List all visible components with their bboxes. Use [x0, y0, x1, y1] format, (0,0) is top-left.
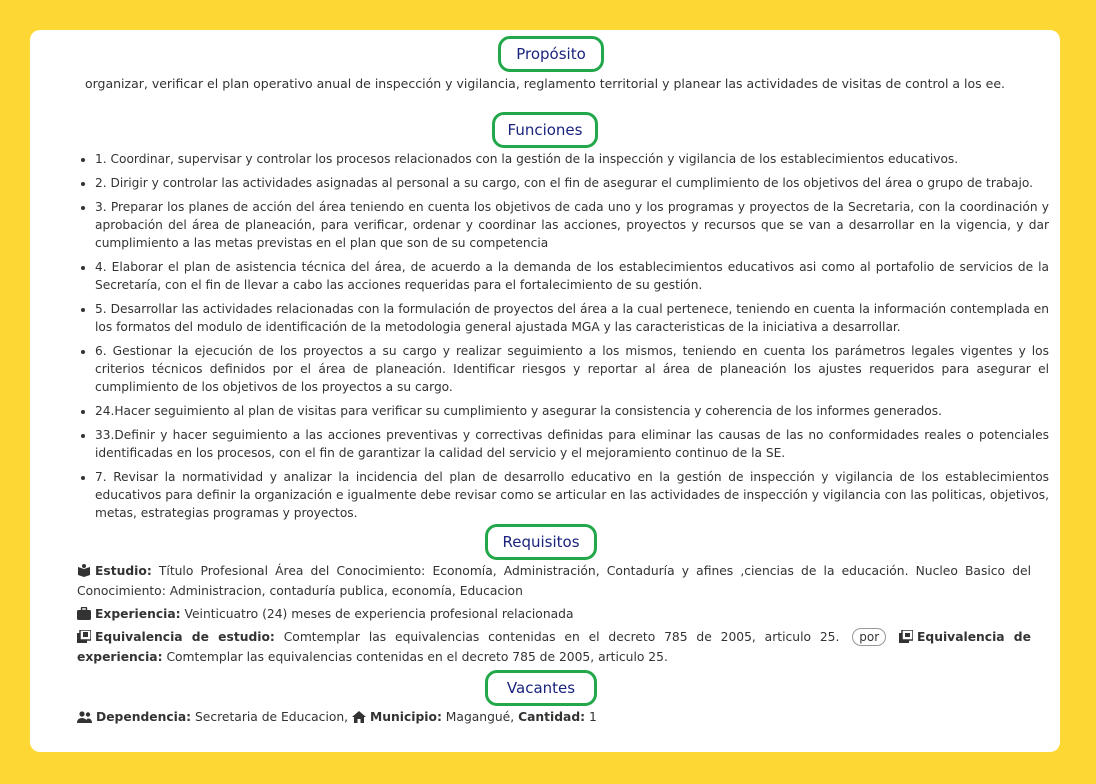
- vacancy-details: [77, 708, 1031, 728]
- study-equivalence-label: Equivalencia de estudio:: [95, 630, 275, 644]
- book-icon: [77, 564, 91, 582]
- experience-requirement: [77, 605, 1031, 625]
- people-icon: [77, 710, 92, 728]
- dependency-label: Dependencia:: [96, 710, 192, 724]
- briefcase-icon: [77, 607, 91, 625]
- function-item: • 1. Coordinar, supervisar y controlar los procesos relacionados con la gestión de la inspección y vigilancia de los establecimientos educativos.: [95, 150, 1049, 168]
- equivalence-requirement: [77, 628, 1031, 666]
- study-value: Título Profesional Área del Conocimiento: Economía, Administración, Contaduría y afines ,ciencias de la educación. Nucleo Basico del Conocimiento: Administracion, contaduría publica, economía, Educacion: [77, 564, 1031, 598]
- requirements-heading: Requisitos: [485, 524, 597, 560]
- function-item: • 33.Definir y hacer seguimiento a las acciones preventivas y correctivas definidas para eliminar las causas de las no conformidades reales o potenciales identificadas en los procesos, con el fin de garantizar la calidad del servicio y el mejoramiento continuo de la SE.: [95, 426, 1049, 462]
- purpose-text: organizar, verificar el plan operativo anual de inspección y vigilancia, reglamento territorial y planear las actividades de visitas de control a los ee.: [84, 76, 1006, 91]
- home-icon: [352, 710, 366, 728]
- dependency-value: Secretaria de Educacion,: [194, 710, 349, 724]
- function-item: • 6. Gestionar la ejecución de los proyectos a su cargo y realizar seguimiento a los mismos, teniendo en cuenta los parámetros legales vigentes y los criterios técnicos definidos por el área de planeación. Identificar riesgos y reportar al área de planeación los ajustes requeridos para asegurar el cumplimiento de los objetivos de los proyectos a su cargo.: [95, 342, 1049, 396]
- functions-list: [77, 150, 1049, 528]
- function-item: • 24.Hacer seguimiento al plan de visitas para verificar su cumplimiento y asegurar la consistencia y coherencia de los informes generados.: [95, 402, 1049, 420]
- purpose-heading: Propósito: [498, 36, 604, 72]
- vacancies-heading: Vacantes: [485, 670, 597, 706]
- municipality-value: Magangué,: [445, 710, 515, 724]
- experience-equivalence-value: Comtemplar las equivalencias contenidas en el decreto 785 de 2005, articulo 25.: [166, 650, 668, 664]
- experience-value: Veinticuatro (24) meses de experiencia profesional relacionada: [184, 607, 574, 621]
- experience-equivalence-label: Equivalencia de experiencia:: [77, 630, 1031, 664]
- function-item: • 2. Dirigir y controlar las actividades asignadas al personal a su cargo, con el fin de asegurar el cumplimiento de los objetivos del área o grupo de trabajo.: [95, 174, 1049, 192]
- function-item: • 7. Revisar la normatividad y analizar la incidencia del plan de desarrollo educativo en la gestión de inspección y vigilancia de los establecimientos educativos para definir la organización e igualmente debe revisar como se articular en las actividades de inspección y vigilancia con las politicas, objetivos, metas, estrategias programas y proyectos.: [95, 468, 1049, 522]
- quantity-value: 1: [589, 710, 597, 724]
- por-badge: por: [852, 628, 886, 646]
- work-history-icon: [899, 630, 913, 648]
- function-item: • 3. Preparar los planes de acción del área teniendo en cuenta los objetivos de cada uno y los programas y proyectos de la Secretaria, con la coordinación y aprobación del área de planeación, para verificar, ordenar y coordinar las acciones, proyectos y recursos que se van a desarrollar en la vigencia, y dar cumplimiento a las metas previstas en el plan que son de su competencia: [95, 198, 1049, 252]
- quantity-label: Cantidad:: [518, 710, 586, 724]
- municipality-label: Municipio:: [370, 710, 442, 724]
- study-equivalence-value: Comtemplar las equivalencias contenidas en el decreto 785 de 2005, articulo 25.: [283, 630, 840, 644]
- functions-heading: Funciones: [492, 112, 598, 148]
- experience-label: Experiencia:: [95, 607, 181, 621]
- function-item: • 5. Desarrollar las actividades relacionadas con la formulación de proyectos del área a la cual pertenece, teniendo en cuenta la información contemplada en los formatos del modulo de identificación de la metodologia general ajustada MGA y las caracteristicas de la iniciativa a desarrollar.: [95, 300, 1049, 336]
- job-card: [30, 30, 1060, 752]
- library-books-icon: [77, 630, 91, 648]
- study-label: Estudio:: [95, 564, 152, 578]
- study-requirement: [77, 562, 1031, 600]
- function-item: • 4. Elaborar el plan de asistencia técnica del área, de acuerdo a la demanda de los establecimientos educativos asi como al portafolio de servicios de la Secretaría, con el fin de llevar a cabo las acciones requeridas para el fortalecimiento de su gestión.: [95, 258, 1049, 294]
